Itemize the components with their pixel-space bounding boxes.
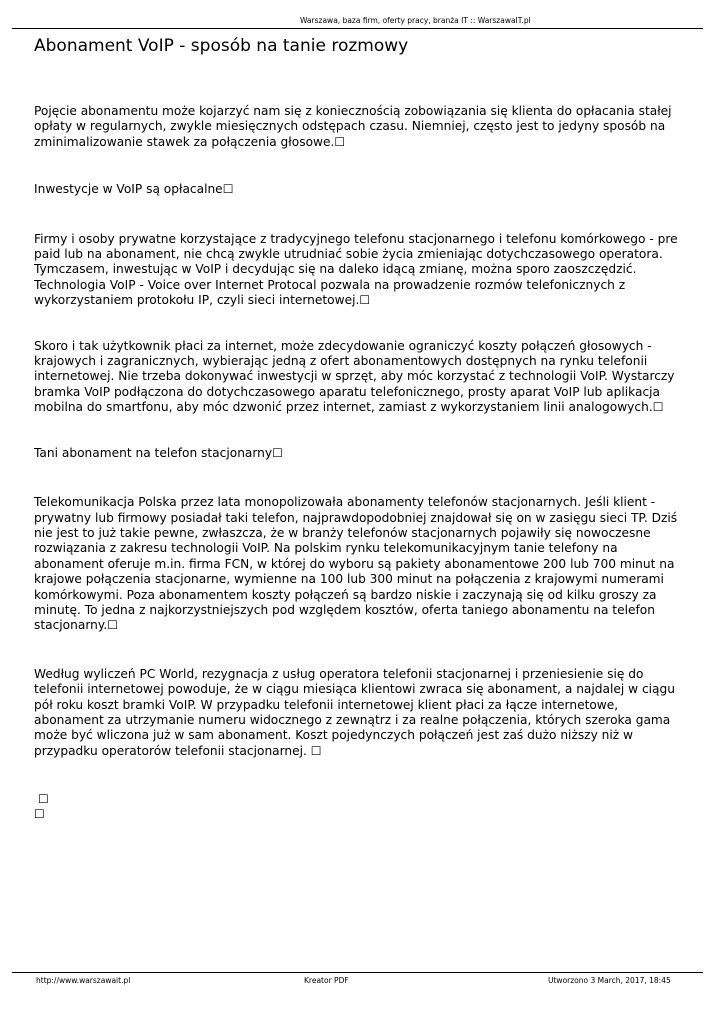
section-heading-investments: Inwestycje w VoIP są opłacalne☐ bbox=[34, 182, 234, 197]
article-body bbox=[34, 104, 689, 821]
footer-created-date: Utworzono 3 March, 2017, 18:45 bbox=[548, 976, 671, 985]
missing-glyph-icon: ☐ bbox=[34, 806, 45, 821]
article-paragraph-1: Pojęcie abonamentu może kojarzyć nam się z koniecznością zobowiązania się klienta do opłacania stałej opłaty w regularnych, zwykle miesięcznych odstępach czasu. Niemniej, często jest to jedyny sposób na zminimalizowanie stawek za połączenia głosowe.☐ bbox=[34, 104, 672, 149]
missing-glyph-icon: ☐ bbox=[107, 618, 118, 633]
article-paragraph-2: Firmy i osoby prywatne korzystające z tradycyjnego telefonu stacjonarnego i telefonu komórkowego - pre paid lub na abonament, nie chcą zwykle utrudniać sobie życia zmieniając dotychczasowego operatora. Tymczasem, inwestując w VoIP i decydując się na daleko idącą zmianę, można sporo zaoszczędzić. Technologia VoIP - Voice over Internet Protocal pozwala na prowadzenie rozmów telefonicznych z wykorzystaniem protokołu IP, czyli sieci internetowej.☐ bbox=[34, 231, 678, 308]
section-heading-landline: Tani abonament na telefon stacjonarny☐ bbox=[34, 445, 283, 460]
page-title: Abonament VoIP - sposób na tanie rozmowy bbox=[34, 36, 409, 56]
footer-url: http://www.warszawait.pl bbox=[36, 976, 131, 985]
footer-divider bbox=[12, 972, 703, 973]
page-header-caption: Warszawa, baza firm, oferty pracy, branża IT :: WarszawaIT.pl bbox=[300, 16, 531, 25]
missing-glyph-icon: ☐ bbox=[222, 182, 234, 197]
trailing-glyphs bbox=[34, 792, 689, 821]
missing-glyph-icon: ☐ bbox=[359, 293, 371, 308]
article-paragraph-4: Telekomunikacja Polska przez lata monopolizowała abonamenty telefonów stacjonarnych. Jeśli klient - prywatny lub firmowy posiadał taki telefon, najprawdopodobniej znajdował się on w zasięgu sieci TP. Dziś nie jest to już takie pewne, zwłaszcza, że w branży telefonów stacjonarnych pojawiły się nowoczesne rozwiązania z zakresu technologii VoIP. Na polskim rynku telekomunikacyjnym tanie telefony na abonament oferuje m.in. firma FCN, w której do wyboru są pakiety abonamentowe 200 lub 700 minut na krajowe połączenia stacjonarne, wymienne na 100 lub 300 minut na połączenia z krajowymi numerami komórkowymi. Poza abonamentem koszty połączeń są bardzo niskie i zaczynają się od kilku groszy za minutę. To jedna z najkorzystniejszych pod względem kosztów, oferta taniego abonamentu na telefon stacjonarny.☐ bbox=[34, 495, 678, 633]
missing-glyph-icon: ☐ bbox=[652, 400, 664, 415]
missing-glyph-icon: ☐ bbox=[38, 792, 49, 807]
footer-generator: Kreator PDF bbox=[304, 976, 349, 985]
article-paragraph-5: Według wyliczeń PC World, rezygnacja z usług operatora telefonii stacjonarnej i przeniesienie się do telefonii internetowej powoduje, że w ciągu miesiąca klientowi zwraca się abonament, a najdalej w ciągu pół roku koszt bramki VoIP. W przypadku telefonii internetowej klient płaci za łącze internetowe, abonament za utrzymanie numeru widocznego z zewnątrz i za realne połączenia, których szeroka gama może być wliczona już w sam abonament. Koszt pojedynczych połączeń jest zaś dużo niższy niż w przypadku operatorów telefonii stacjonarnej. ☐ bbox=[34, 666, 675, 758]
missing-glyph-icon: ☐ bbox=[272, 445, 283, 460]
article-paragraph-3: Skoro i tak użytkownik płaci za internet, może zdecydowanie ograniczyć koszty połączeń głosowych - krajowych i zagranicznych, wybierając jedną z ofert abonamentowych dostępnych na rynku telefonii internetowej. Nie trzeba dokonywać inwestycji w sprzęt, aby móc korzystać z technologii VoIP. Wystarczy bramka VoIP podłączona do dotychczasowego aparatu telefonicznego, prosty aparat VoIP lub aplikacja mobilna do smartfonu, aby móc dzwonić przez internet, zamiast z wykorzystaniem linii analogowych.☐ bbox=[34, 338, 675, 415]
header-divider bbox=[12, 28, 703, 29]
missing-glyph-icon: ☐ bbox=[334, 134, 346, 149]
missing-glyph-icon: ☐ bbox=[310, 743, 322, 758]
